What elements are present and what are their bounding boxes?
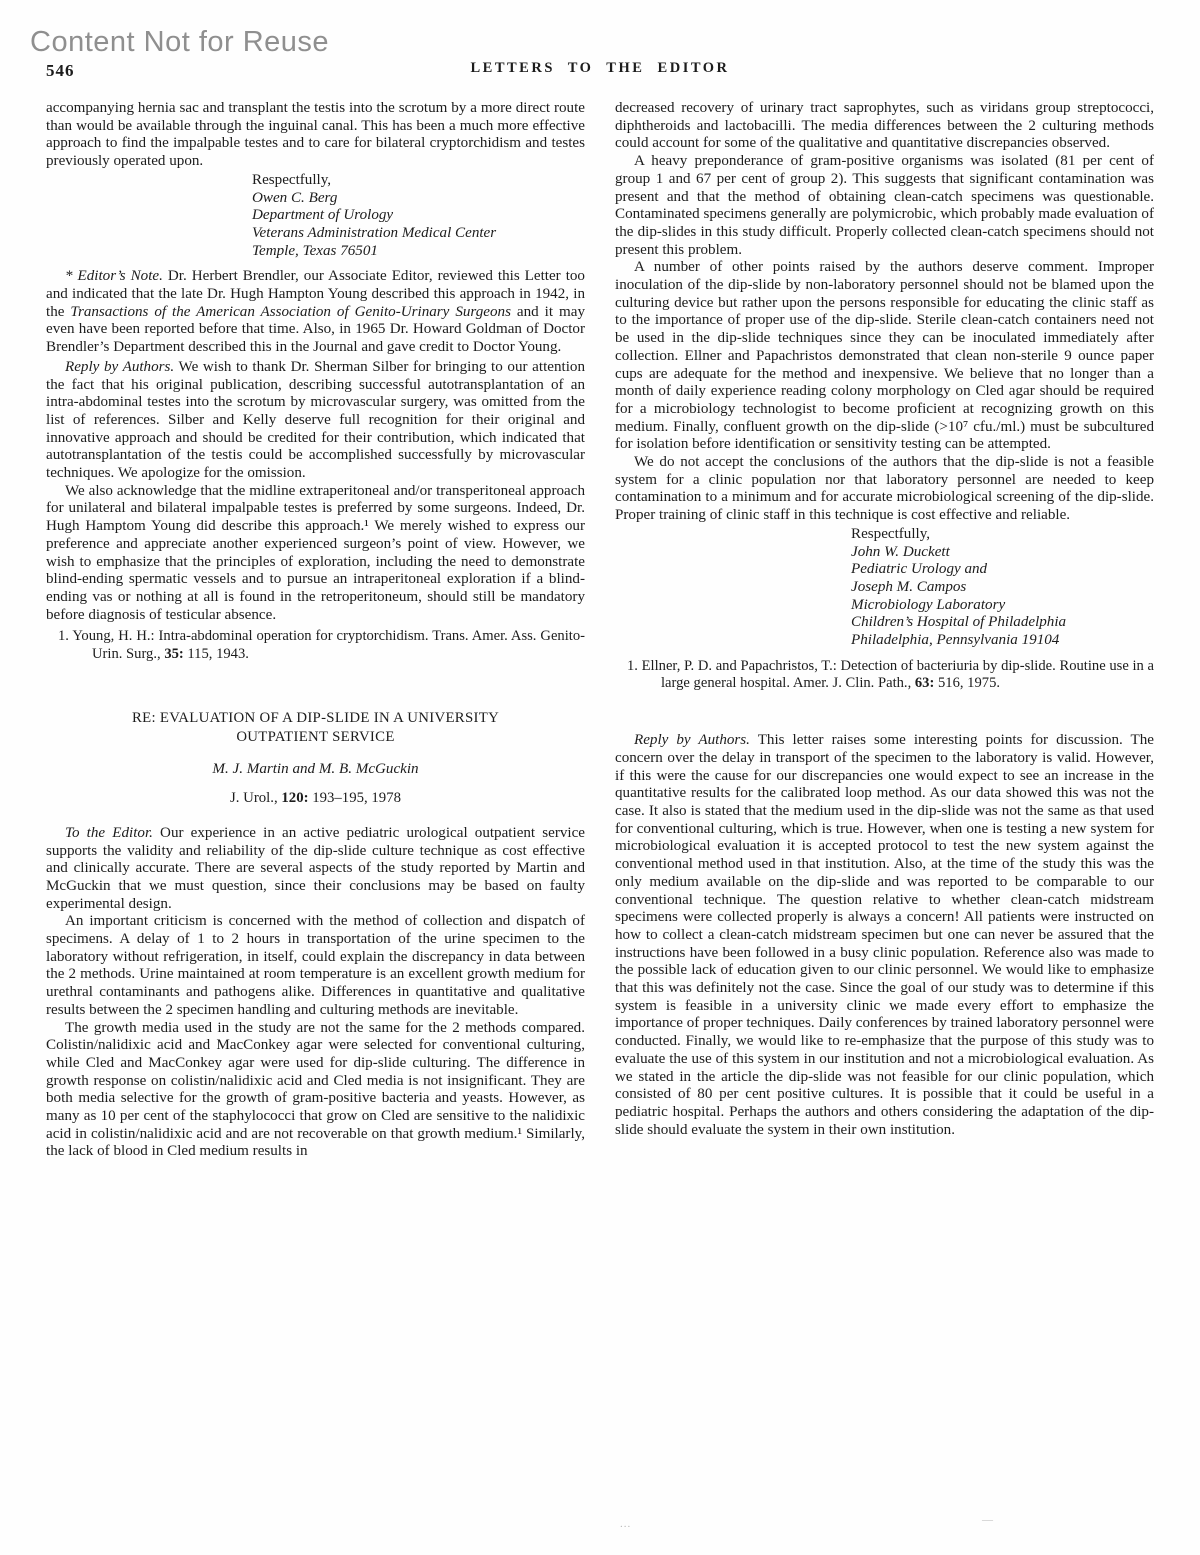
watermark-text: Content Not for Reuse — [30, 26, 330, 58]
paragraph-criticism: An important criticism is concerned with the method of collection and dispatch of specimens. A delay of 1 to 2 hours in transportation of the urine specimen to the laboratory without refrigeration, in itself, could explain the discrepancy in data between the 2 methods. Urine maintained at room temperature is an excellent growth medium for urethral contaminants and pathogens alike. Differences in quantitative and qualitative results between the 2 specimen handling and culturing methods are inevitable. — [46, 913, 585, 1018]
reply-lead: Reply by Authors. — [65, 358, 175, 375]
signature-name-2: Joseph M. Campos — [851, 578, 967, 595]
editors-note-lead: * Editor’s Note. — [65, 268, 163, 285]
letter-title-line-2: OUTPATIENT SERVICE — [236, 728, 395, 745]
paragraph-editors-note — [46, 268, 585, 357]
paragraph-do-not-accept: We do not accept the conclusions of the authors that the dip-slide is not a feasible system for a clinic population nor that laboratory personnel are needed to keep contamination to a minimum and for accurate microbiological screening of the dip-slide. Proper training of clinic staff in this technique is cost effective and reliable. — [615, 454, 1154, 524]
scan-artifact-dots: ... — [620, 1518, 632, 1530]
running-head: LETTERS TO THE EDITOR — [470, 60, 730, 76]
page-header — [46, 60, 1154, 84]
reply-text: We wish to thank Dr. Sherman Silber for bringing to our attention the fact that his original publication, describing successful autotransplantation of an intra-abdominal testes into the scrotum by microvascular surgery, was omitted from the list of references. Silber and Kelly deserve full recognition for their original and innovative approach and should be credited for their contribution, which indicated that autotransplantation of the testis could be accomplished successfully by microvascular techniques. We apologize for the omission. — [46, 358, 585, 482]
paragraph-growth-media: The growth media used in the study are not the same for the 2 methods compared. Colistin/nalidixic acid and MacConkey agar were selected for conventional culturing, while Cled and MacConkey agar were used for dip-slide culturing. The difference in growth response on colistin/nalidixic acid and Cled media is not insignificant. They are both media selective for the growth of gram-positive bacteria and yeasts. However, as many as 10 per cent of the staphylococci that grow on Cled are sensitive to the nalidixic acid in colistin/nalidixic acid and are not recoverable on that growth medium.¹ Similarly, the lack of blood in Cled medium results in — [46, 1019, 585, 1160]
signature-block-berg — [252, 172, 585, 261]
letter-citation — [46, 790, 585, 807]
signature-salutation: Respectfully, — [851, 525, 931, 542]
paragraph-saprophytes-continuation: decreased recovery of urinary tract saprophytes, such as viridans group streptococci, diphtheroids and lactobacilli. The media differences between the 2 culturing methods could account for some of the qualitative and quantitative discrepancies observed. — [615, 100, 1154, 152]
reference-young — [46, 628, 585, 662]
signature-name: Owen C. Berg — [252, 189, 338, 206]
reference-pages: 115, 1943. — [183, 645, 249, 662]
reference-volume: 35: — [164, 645, 184, 662]
reference-volume: 63: — [914, 675, 935, 691]
right-column — [615, 100, 1154, 1161]
signature-salutation: Respectfully, — [252, 171, 332, 188]
signature-block-duckett — [851, 526, 1154, 650]
citation-journal: J. Urol., — [230, 789, 282, 806]
paragraph-reply-by-authors-1 — [46, 359, 585, 483]
letter-section-head — [46, 709, 585, 807]
reply-lead: Reply by Authors. — [634, 732, 750, 749]
signature-location: Temple, Texas 76501 — [252, 242, 378, 259]
reference-pages: 516, 1975. — [934, 675, 1001, 691]
paragraph-gram-positive: A heavy preponderance of gram-positive organisms was isolated (81 per cent of group 1 and 67 per cent of group 2). This suggests that significant contamination was present and that the method of obtaining clean-catch specimens was questionable. Contaminated specimens generally are polymicrobic, which probably made evaluation of the dip-slides in this study difficult. Properly collected clean-catch specimens should not present this problem. — [615, 153, 1155, 258]
letter-title — [46, 709, 585, 747]
paragraph-hernia-continuation: accompanying hernia sac and transplant the testis into the scrotum by a more direct route than would be available through the inguinal canal. This has been a much more effective approach to find the impalpable testes and to care for bilateral cryptorchidism and testes previously operated upon. — [46, 100, 585, 170]
editors-note-text-1: Dr. Herbert Brendler, our Associate Editor, reviewed this Letter too and indicated that the late Dr. Hugh Hampton Young described this approach in 1942, in the — [46, 268, 585, 320]
journal-title-italic: Transactions of the American Association of Genito-Urinary Surgeons — [70, 303, 511, 320]
citation-volume: 120: — [281, 789, 309, 806]
signature-location: Philadelphia, Pennsylvania 19104 — [851, 632, 1060, 649]
signature-name-1: John W. Duckett — [851, 543, 950, 560]
page-number: 546 — [46, 61, 75, 80]
paragraph-to-the-editor — [46, 825, 585, 914]
editors-note-text-2: and it may even have been reported before that time. Also, in 1965 Dr. Howard Goldman of Doctor Brendler’s Department described this in the Journal and gave credit to Doctor Young. — [46, 303, 585, 356]
signature-department-2: Microbiology Laboratory — [851, 596, 1006, 613]
citation-pages: 193–195, 1978 — [308, 789, 401, 806]
paragraph-other-points: A number of other points raised by the authors deserve comment. Improper inoculation of the dip-slide by non-laboratory personnel should not be blamed upon the culturing device but rather upon the persons responsible for educating the clinic staff as to the importance of proper use of the dip-slide. Sterile clean-catch containers need not be used in the dip-slide techniques since they can be inoculated immediately after collection. Ellner and Papachristos demonstrated that clean non-sterile 9 ounce paper cups are adequate for the method and inexpensive. We believe that no longer than a month of daily experience reading colony morphology on Cled agar should be required for a microbiology technologist to become proficient at recognizing growth on this medium. Finally, confluent growth on the dip-slide (>10⁷ cfu./ml.) must be subcultured for isolation before identification or sensitivity testing can be attempted. — [615, 259, 1154, 453]
scan-artifact-dash: — — [982, 1514, 994, 1526]
reference-ellner — [615, 658, 1154, 692]
signature-institution: Children’s Hospital of Philadelphia — [851, 614, 1067, 631]
reply-text: This letter raises some interesting points for discussion. The concern over the delay in transport of the specimen to the laboratory is valid. However, if this were the cause for our discrepancies one would expect to see an increase in the quantitative results for the calibrated loop method. As our data showed this was not the case. It also is stated that the medium used in the dip-slide was not the same as that used for conventional culturing, which is true. However, when one is testing a new system for microbiological evaluation it is accepted protocol to test the new system against the conventional method used in that institution. Also, at the time of the study this was the only medium available on the dip-slide and was reported to be comparable to our conventional technique. The question relative to whether clean-catch midstream specimens were collected properly is always a concern! All patients were instructed on how to collect a clean-catch midstream specimen but one can never be assured that the instructions have been followed in a busy clinic population. Reference also was made to the possible lack of education given to our clinic personnel. We would like to emphasize that this was definitely not the case. Since the goal of our study was to determine if this system is feasible in a university clinic we made every effort to emphasize the importance of proper techniques. Daily conferences by trained laboratory personnel were conducted. Finally, we would like to re-emphasize that the purpose of this study was to evaluate the use of this system in our institution and not a microbiological evaluation. As we stated in the article the dip-slide was not feasible for our clinic population, which consisted of 80 per cent positive cultures. It is possible that it could be useful in a pediatric hospital. Perhaps the authors and others considering the adaptation of the dip-slide should evaluate the system in their own institution. — [615, 732, 1154, 1138]
reference-text: 1. Young, H. H.: Intra-abdominal operation for cryptorchidism. Trans. Amer. Ass. Genito-Urin. Surg., — [58, 628, 585, 662]
signature-institution: Veterans Administration Medical Center — [252, 224, 497, 241]
paragraph-reply-by-authors-2 — [615, 732, 1154, 1139]
signature-department: Department of Urology — [252, 207, 394, 224]
letter-authors: M. J. Martin and M. B. McGuckin — [212, 760, 419, 777]
letter-title-line-1: RE: EVALUATION OF A DIP-SLIDE IN A UNIVERSITY — [131, 709, 500, 726]
paragraph-acknowledge: We also acknowledge that the midline extraperitoneal and/or transperitoneal approach for unilateral and bilateral impalpable testes is preferred by some surgeons. Indeed, Dr. Hugh Hamptom Young did describe this approach.¹ We merely wished to express our preference and appreciate another experienced surgeon’s point of view. However, we wish to emphasize that the principles of exploration, including the need to demonstrate blind-ending spermatic vessels and to pursue an intraperitoneal exploration if a blind-ending vas or nothing at all is found in the retroperitoneum, should still be mandatory before diagnosis of testicular absence. — [46, 482, 585, 623]
signature-department-1: Pediatric Urology and — [851, 561, 988, 578]
to-editor-text: Our experience in an active pediatric urological outpatient service supports the validity and reliability of the dip-slide culture technique as cost effective and clinically accurate. There are several aspects of the study reported by Martin and McGuckin that we must question, since their conclusions may be based on faulty experimental design. — [46, 824, 585, 912]
two-column-body — [46, 100, 1154, 1161]
reference-text: 1. Ellner, P. D. and Papachristos, T.: Detection of bacteriuria by dip-slide. Routine use in a large general hospital. Amer. J. Clin. Path., — [627, 657, 1154, 691]
to-editor-lead: To the Editor. — [65, 824, 153, 841]
left-column — [46, 100, 585, 1161]
